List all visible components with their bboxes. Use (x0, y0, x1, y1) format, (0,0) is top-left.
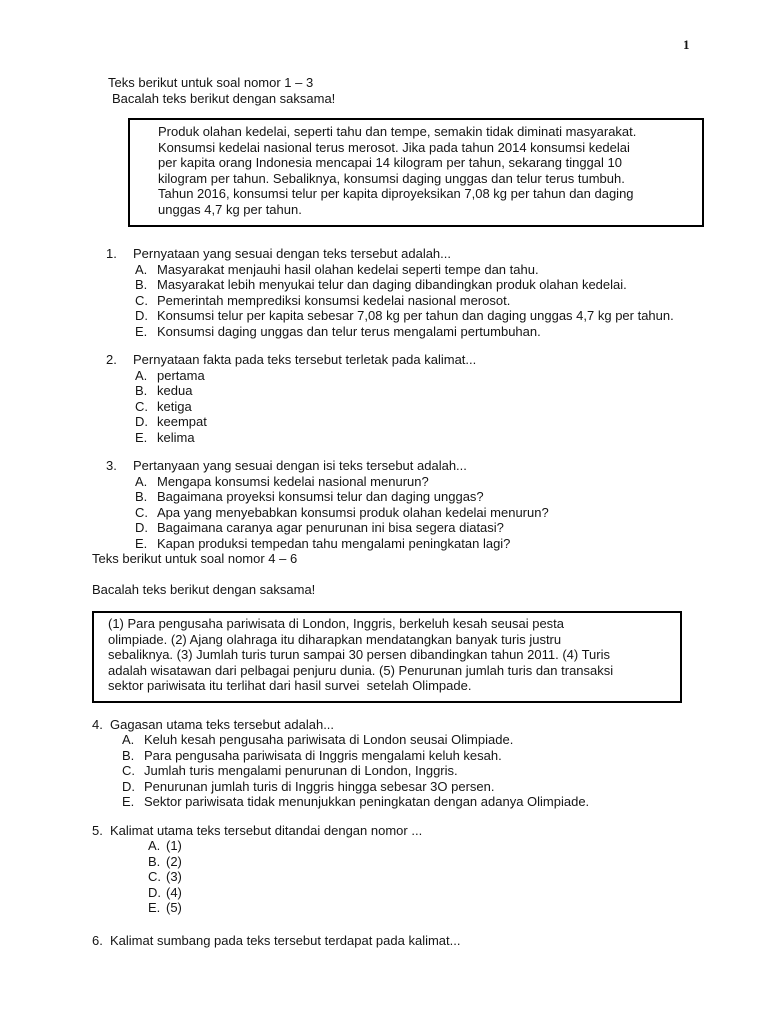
option-letter: D. (135, 308, 148, 323)
option-letter: D. (135, 414, 148, 429)
questions-4-6 (92, 717, 704, 949)
answer-option (135, 430, 710, 446)
option-letter: E. (135, 535, 148, 551)
question-stem: Kalimat sumbang pada teks tersebut terdapat pada kalimat... (110, 932, 461, 948)
passage-line: olimpiade. (2) Ajang olahraga itu diharapkan mendatangkan banyak turis justru (108, 631, 562, 647)
option-text: (4) (166, 884, 182, 900)
answer-option (135, 368, 710, 384)
passage-line: Produk olahan kedelai, seperti tahu dan tempe, semakin tidak diminati masyarakat. (158, 124, 637, 139)
question-stem: Pernyataan fakta pada teks tersebut terletak pada kalimat... (133, 352, 477, 367)
option-text: Penurunan jumlah turis di Inggris hingga sebesar 3O persen. (144, 778, 495, 794)
option-letter: A. (135, 473, 148, 489)
answer-option (135, 489, 710, 505)
questions-1-3 (106, 246, 710, 551)
option-letter: D. (122, 778, 135, 794)
option-text: Keluh kesah pengusaha pariwisata di London seusai Olimpiade. (144, 732, 514, 747)
answer-option (135, 505, 710, 521)
answer-option (148, 838, 704, 854)
passage-line: Tahun 2016, konsumsi telur per kapita diproyeksikan 7,08 kg per tahun dan daging (158, 186, 634, 201)
option-text: Konsumsi telur per kapita sebesar 7,08 kg per tahun dan daging unggas 4,7 kg per tahun. (157, 308, 674, 323)
answer-option (135, 474, 710, 490)
question-number: 4. (92, 716, 103, 732)
answer-option (135, 308, 710, 324)
option-letter: A. (135, 367, 148, 383)
question (106, 352, 710, 445)
question-number: 5. (92, 822, 103, 838)
question-stem: Kalimat utama teks tersebut ditandai dengan nomor ... (110, 822, 423, 838)
option-text: Apa yang menyebabkan konsumsi produk olahan kedelai menurun? (157, 504, 549, 520)
question (92, 823, 704, 916)
option-text: Pemerintah memprediksi konsumsi kedelai nasional merosot. (157, 292, 511, 308)
option-letter: E. (135, 429, 148, 445)
option-letter: C. (122, 763, 135, 778)
answer-options (122, 732, 704, 810)
answer-options (135, 474, 710, 552)
question-number: 6. (92, 932, 103, 948)
answer-option (135, 262, 710, 278)
answer-option (122, 763, 704, 779)
option-letter: E. (148, 900, 161, 915)
answer-option (122, 779, 704, 795)
answer-option (122, 794, 704, 810)
passage-instruction: Teks berikut untuk soal nomor 1 – 3 (108, 75, 314, 90)
option-letter: C. (135, 292, 148, 308)
answer-option (135, 293, 710, 309)
option-text: (3) (166, 869, 182, 884)
option-text: Sektor pariwisata tidak menunjukkan peningkatan dengan adanya Olimpiade. (144, 794, 590, 809)
option-text: kelima (157, 429, 195, 445)
answer-option (148, 900, 704, 916)
answer-option (135, 399, 710, 415)
option-text: (2) (166, 853, 182, 869)
passage-box-2 (92, 611, 682, 703)
option-text: kedua (157, 383, 193, 398)
answer-option (135, 536, 710, 552)
option-text: Para pengusaha pariwisata di Inggris mengalami keluh kesah. (144, 747, 502, 763)
answer-options (135, 262, 710, 340)
option-text: (5) (166, 900, 182, 915)
option-text: Masyarakat lebih menyukai telur dan daging dibandingkan produk olahan kedelai. (157, 277, 627, 292)
section1-instructions (108, 75, 768, 106)
question (92, 717, 704, 810)
option-text: Jumlah turis mengalami penurunan di London, Inggris. (144, 763, 458, 778)
question-stem: Pernyataan yang sesuai dengan teks tersebut adalah... (133, 246, 451, 261)
answer-option (135, 324, 710, 340)
option-text: pertama (157, 367, 205, 383)
answer-options (148, 838, 704, 916)
option-letter: E. (122, 794, 135, 809)
option-letter: D. (135, 520, 148, 535)
passage-line: Konsumsi kedelai nasional terus merosot. Jika pada tahun 2014 konsumsi kedelai (158, 139, 630, 155)
answer-option (135, 383, 710, 399)
option-text: keempat (157, 414, 207, 429)
question-number: 2. (106, 352, 117, 367)
option-letter: E. (135, 323, 148, 339)
answer-option (148, 854, 704, 870)
passage-line: unggas 4,7 kg per tahun. (158, 201, 302, 217)
option-letter: B. (148, 853, 161, 869)
passage-box-1 (128, 118, 704, 227)
question-stem: Gagasan utama teks tersebut adalah... (110, 716, 335, 732)
option-letter: C. (135, 398, 148, 414)
option-letter: B. (122, 747, 135, 763)
answer-option (148, 885, 704, 901)
question (92, 933, 704, 949)
passage-line: (1) Para pengusaha pariwisata di London, Inggris, berkeluh kesah seusai pesta (108, 616, 565, 631)
option-letter: B. (135, 383, 148, 398)
read-instruction-2: Bacalah teks berikut dengan saksama! (92, 581, 316, 597)
read-instruction: Bacalah teks berikut dengan saksama! (112, 90, 336, 106)
option-letter: D. (148, 884, 161, 900)
answer-options (135, 368, 710, 446)
option-text: Konsumsi daging unggas dan telur terus mengalami pertumbuhan. (157, 323, 541, 339)
option-letter: B. (135, 489, 148, 504)
passage-line: adalah wisatawan dari pelbagai penjuru dunia. (5) Penurunan jumlah turis dan transaksi (108, 662, 614, 678)
passage-line: sebaliknya. (3) Jumlah turis turun sampai 30 persen dibandingkan tahun 2011. (4) Turis (108, 647, 610, 662)
option-text: (1) (166, 838, 182, 853)
option-text: Mengapa konsumsi kedelai nasional menurun? (157, 473, 429, 489)
option-letter: A. (122, 732, 135, 747)
option-letter: C. (148, 869, 161, 884)
answer-option (135, 277, 710, 293)
passage-instruction-2: Teks berikut untuk soal nomor 4 – 6 (92, 551, 298, 566)
answer-option (122, 748, 704, 764)
passage-line: sektor pariwisata itu terlihat dari hasil survei setelah Olimpade. (108, 678, 472, 693)
passage-line: kilogram per tahun. Sebaliknya, konsumsi daging unggas dan telur terus tumbuh. (158, 170, 625, 186)
option-text: ketiga (157, 398, 192, 414)
question (106, 246, 710, 339)
answer-option (135, 520, 710, 536)
answer-option (148, 869, 704, 885)
question-number: 1. (106, 246, 117, 261)
option-letter: A. (135, 261, 148, 277)
option-text: Bagaimana proyeksi konsumsi telur dan daging unggas? (157, 489, 484, 504)
question (106, 458, 710, 551)
answer-option (122, 732, 704, 748)
option-letter: A. (148, 838, 161, 853)
option-letter: C. (135, 504, 148, 520)
option-letter: B. (135, 277, 148, 292)
page-number: 1 (683, 37, 690, 52)
question-number: 3. (106, 458, 117, 473)
passage-line: per kapita orang Indonesia mencapai 14 kilogram per tahun, sekarang tinggal 10 (158, 155, 622, 170)
question-stem: Pertanyaan yang sesuai dengan isi teks tersebut adalah... (133, 458, 467, 473)
option-text: Kapan produksi tempedan tahu mengalami peningkatan lagi? (157, 535, 511, 551)
option-text: Bagaimana caranya agar penurunan ini bisa segera diatasi? (157, 520, 504, 535)
answer-option (135, 414, 710, 430)
option-text: Masyarakat menjauhi hasil olahan kedelai seperti tempe dan tahu. (157, 261, 539, 277)
